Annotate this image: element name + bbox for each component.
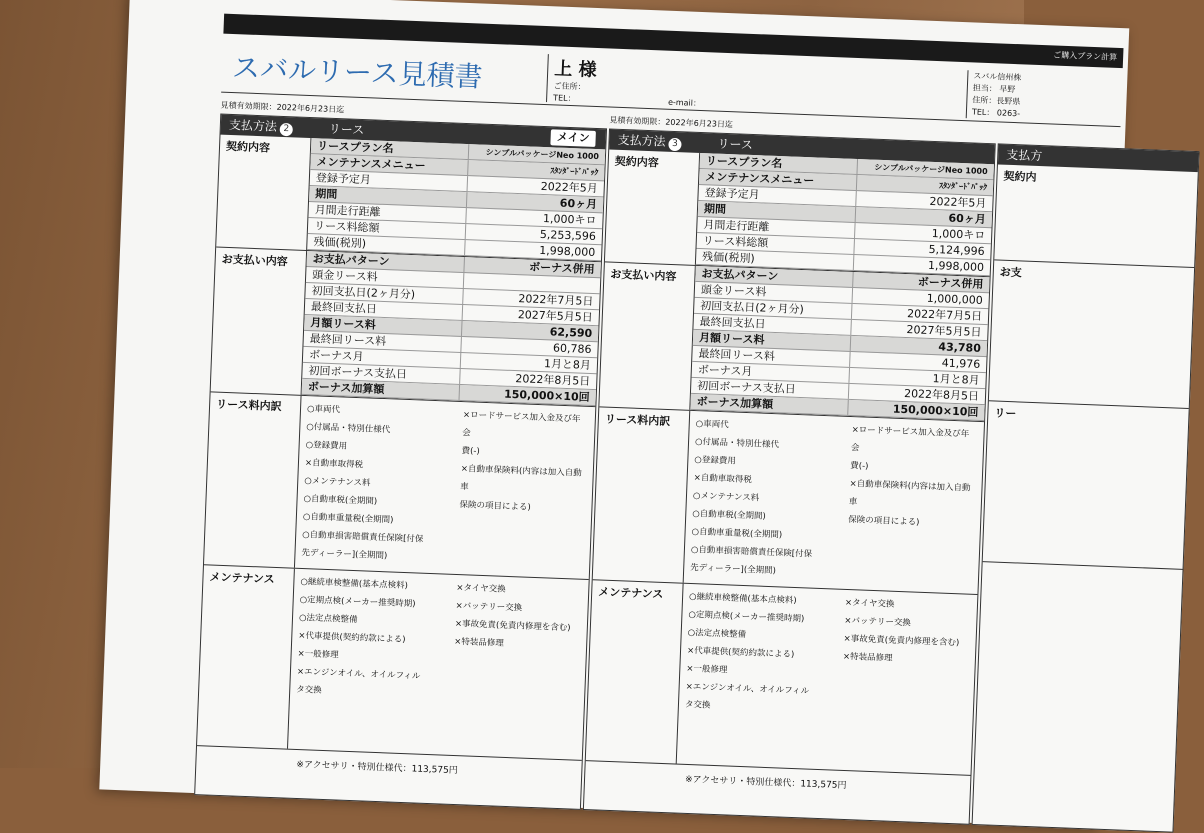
list-item: ○自動車重量税(全期間) <box>302 512 394 526</box>
list-item: 費(-) <box>850 461 869 472</box>
row-key: リース料総額 <box>702 234 769 250</box>
section-label: 契約内容 <box>225 139 271 155</box>
maintenance-section <box>197 565 589 761</box>
footnote: ※アクセサリ・特別仕様代：113,575円 <box>296 759 458 777</box>
maintenance-section <box>586 580 978 776</box>
list-item: ×エンジンオイル、オイルフィル <box>296 666 421 682</box>
row-value: 1,998,000 <box>853 255 990 275</box>
row-key: メンテナンスメニュー <box>316 155 426 173</box>
section-label: 契約内 <box>1003 169 1037 184</box>
list-item: ○定期点検(メーカー推奨時期) <box>299 594 416 610</box>
row-key: 登録予定月 <box>315 171 372 187</box>
list-item: ×代車提供(契約約款による) <box>686 645 795 660</box>
dealer-line: 担当： 早野 <box>972 83 1016 95</box>
list-item: ○登録費用 <box>305 440 348 452</box>
item-list-left <box>690 415 846 585</box>
list-item: ×ロードサービス加入金及び年会 <box>850 425 970 454</box>
payment-section <box>989 260 1194 409</box>
row-value: 150,000×10回 <box>847 400 984 420</box>
row-value: 1,998,000 <box>464 240 601 260</box>
section-label: お支払い内容 <box>610 267 677 284</box>
row-value: 2027年5月5日 <box>850 320 987 340</box>
email-label: e-mail： <box>667 97 702 108</box>
plan-column-partial <box>972 143 1200 832</box>
row-key: 初回支払日(2ヶ月分) <box>700 299 805 317</box>
row-key: 月額リース料 <box>310 316 377 332</box>
row-key: ボーナス月 <box>697 363 753 379</box>
section-body <box>306 138 605 261</box>
row-key: ボーナス月 <box>308 348 364 364</box>
list-item: タ交換 <box>296 684 322 696</box>
row-key: 初回ボーナス支払日 <box>696 379 796 396</box>
list-item: 先ディーラー](全期間) <box>301 548 388 562</box>
customer-name: 上 様 <box>553 58 597 81</box>
method-type: リース <box>328 121 365 138</box>
row-value: 41,976 <box>849 352 986 372</box>
list-item: ×事故免責(免責内修理を含む) <box>843 633 960 649</box>
list-item: ×自動車取得税 <box>693 473 752 486</box>
list-item: タ交換 <box>684 699 711 711</box>
row-value: 60ヶ月 <box>466 192 603 212</box>
list-item: 先ディーラー](全期間) <box>690 562 777 577</box>
row-key: リースプラン名 <box>705 154 783 171</box>
row-value: 2022年7月5日 <box>462 289 599 309</box>
list-item: ○自動車重量税(全期間) <box>691 526 783 541</box>
list-item: ×事故免責(免責内修理を含む) <box>454 618 571 634</box>
contract-section <box>216 135 605 263</box>
customer-block <box>546 54 965 118</box>
row-value: 1月と8月 <box>848 368 985 388</box>
breakdown-section <box>983 401 1189 570</box>
method-label: 支払方法 <box>617 132 666 149</box>
list-item: ○法定点検整備 <box>687 627 747 641</box>
tel-label: TEL： <box>553 93 576 104</box>
list-item: ○付属品・特別仕様代 <box>694 437 780 451</box>
contract-section <box>605 150 994 278</box>
section-label: リース料内訳 <box>604 412 671 429</box>
row-value: ボーナス併用 <box>463 257 600 277</box>
list-item: ○付属品・特別仕様代 <box>306 422 391 436</box>
list-item: ×バッテリー交換 <box>455 600 523 614</box>
dealer-line: 住所：長野県 <box>972 95 1021 107</box>
row-value: 1,000,000 <box>852 288 989 308</box>
row-value: 1,000キロ <box>854 223 991 243</box>
method-type: リース <box>717 136 754 153</box>
main-badge: メイン <box>551 129 596 147</box>
row-value: 43,780 <box>850 336 987 356</box>
list-item: ○継続車検整備(基本点検料) <box>688 591 797 607</box>
address-label: ご住所： <box>553 81 586 92</box>
section-body <box>683 411 984 594</box>
dealer-block <box>966 70 1134 124</box>
list-item: ×バッテリー交換 <box>844 615 912 629</box>
estimate-sheet <box>99 0 1129 828</box>
section-label: お支 <box>999 265 1023 280</box>
row-value: 2022年8月5日 <box>459 369 596 389</box>
row-key: リース料総額 <box>313 219 380 235</box>
list-item: 保険の項目による) <box>847 514 920 528</box>
row-key: 期間 <box>703 202 727 217</box>
item-list-right <box>833 594 972 771</box>
list-item: ×代車提供(契約約款による) <box>298 630 406 646</box>
section-body <box>689 266 989 421</box>
list-item: ○車両代 <box>306 404 341 416</box>
row-value: 150,000×10回 <box>459 385 596 405</box>
row-value: 5,124,996 <box>853 239 990 259</box>
list-item: ×タイヤ交換 <box>844 597 895 610</box>
row-key: 月額リース料 <box>698 331 765 347</box>
list-item: ○登録費用 <box>694 455 736 467</box>
row-value: 2022年5月 <box>467 176 604 196</box>
item-list-left <box>683 588 839 766</box>
breakdown-section <box>204 392 595 580</box>
plan-column <box>194 114 607 810</box>
row-key: 最終回リース料 <box>698 347 776 364</box>
dealer-line: スバル信州株 <box>973 71 1022 83</box>
method-number-badge: 2 <box>280 123 293 136</box>
section-label: メンテナンス <box>209 570 275 586</box>
section-label: 契約内容 <box>614 154 660 170</box>
row-value: 1,000キロ <box>465 208 602 228</box>
row-key: 最終回支払日 <box>699 315 766 331</box>
row-key: メンテナンスメニュー <box>705 170 815 188</box>
plan-column <box>583 128 996 824</box>
contract-section <box>994 164 1198 268</box>
list-item: ×自動車保険料(内容は加入自動車 <box>848 478 971 508</box>
section-body <box>301 251 601 406</box>
payment-section <box>599 262 989 422</box>
payment-section <box>211 247 601 407</box>
list-item: ×一般修理 <box>686 663 728 676</box>
row-key: ボーナス加算額 <box>696 395 774 411</box>
row-value: 62,590 <box>461 321 598 341</box>
row-value: 2027年5月5日 <box>462 305 599 325</box>
list-item: ×一般修理 <box>297 648 339 661</box>
method-number-badge: 3 <box>668 138 681 151</box>
row-key: 残価(税別) <box>701 250 755 266</box>
row-key: リースプラン名 <box>316 139 394 156</box>
row-key: 月間走行距離 <box>314 203 381 219</box>
list-item: ×エンジンオイル、オイルフィル <box>685 681 810 697</box>
section-label: メンテナンス <box>597 585 664 601</box>
item-list-left <box>294 573 450 751</box>
row-key: 最終回支払日 <box>310 300 378 316</box>
row-key: お支払パターン <box>701 267 779 284</box>
item-list-right <box>840 421 978 590</box>
list-item: ○自動車損害賠償責任保険[付保 <box>690 544 813 560</box>
row-key: お支払パターン <box>312 252 390 269</box>
row-key: 頭金リース料 <box>311 268 378 284</box>
list-item: ○メンテナンス料 <box>692 490 760 504</box>
list-item: ○法定点検整備 <box>298 612 358 626</box>
item-list-left <box>301 400 457 570</box>
row-key: 月間走行距離 <box>703 218 770 234</box>
list-item: ○車両代 <box>695 419 729 431</box>
document-title: スバルリース見積書 <box>231 50 484 94</box>
row-key: 初回支払日(2ヶ月分) <box>311 284 416 302</box>
payment-method-header: 支払方 <box>998 144 1199 172</box>
row-value: 1月と8月 <box>460 353 597 373</box>
row-value: 2022年8月5日 <box>848 384 985 404</box>
list-item: ×自動車保険料(内容は加入自動車 <box>459 464 582 493</box>
list-item: ○自動車損害賠償責任保険[付保 <box>302 530 424 545</box>
dealer-line: TEL： 0263- <box>971 107 1021 119</box>
list-item: ○継続車検整備(基本点検料) <box>300 576 409 592</box>
row-key: 初回ボーナス支払日 <box>308 364 408 381</box>
row-value: ｽﾀﾝﾀﾞｰﾄﾞﾊﾟｯｸ <box>467 160 604 180</box>
list-item: 費(-) <box>461 446 480 457</box>
row-value: 60ヶ月 <box>855 207 992 227</box>
row-key: 残価(税別) <box>313 235 367 251</box>
footnote: ※アクセサリ・特別仕様代：113,575円 <box>684 774 847 792</box>
list-item: ×特装品修理 <box>454 636 504 649</box>
row-value: 60,786 <box>460 337 597 357</box>
row-value: 5,253,596 <box>465 224 602 244</box>
row-value: 2022年5月 <box>855 191 992 211</box>
section-body <box>695 153 994 276</box>
list-item: ○メンテナンス料 <box>304 476 371 489</box>
row-value: シンプルパッケージNeo 1000 <box>468 144 605 164</box>
validity-date: 見積有効期限：2022年6月23日迄 <box>609 115 734 130</box>
section-body <box>676 584 978 775</box>
list-item: ×ロードサービス加入金及び年会 <box>462 410 581 439</box>
row-value: ｽﾀﾝﾀﾞｰﾄﾞﾊﾟｯｸ <box>856 175 993 195</box>
item-list-right <box>444 579 583 756</box>
list-item: ×自動車取得税 <box>304 458 364 471</box>
row-key: 期間 <box>315 187 338 202</box>
validity-date: 見積有効期限：2022年6月23日迄 <box>220 100 345 115</box>
row-value: ボーナス併用 <box>852 272 989 292</box>
breakdown-section <box>593 407 984 595</box>
list-item: 保険の項目による) <box>459 500 531 513</box>
section-body <box>294 396 595 579</box>
row-value: シンプルパッケージNeo 1000 <box>856 159 993 179</box>
section-body <box>287 569 589 760</box>
list-item: ○自動車税(全期間) <box>303 494 378 507</box>
list-item: ×特装品修理 <box>842 651 893 664</box>
row-key: 最終回リース料 <box>309 332 387 349</box>
method-label: 支払方法 <box>228 117 278 134</box>
section-label: リース料内訳 <box>215 397 282 414</box>
list-item: ○自動車税(全期間) <box>692 508 767 522</box>
section-label: リー <box>994 406 1017 421</box>
list-item: ×タイヤ交換 <box>456 582 506 595</box>
section-label: お支払い内容 <box>221 252 288 269</box>
row-key: 頭金リース料 <box>700 283 767 299</box>
item-list-right <box>451 406 589 575</box>
row-key: 登録予定月 <box>704 186 760 202</box>
list-item: ○定期点検(メーカー推奨時期) <box>688 609 805 625</box>
row-value: 2022年7月5日 <box>851 304 988 324</box>
top-bar: ご購入プラン計算 <box>223 14 1123 69</box>
row-key: ボーナス加算額 <box>307 380 385 397</box>
